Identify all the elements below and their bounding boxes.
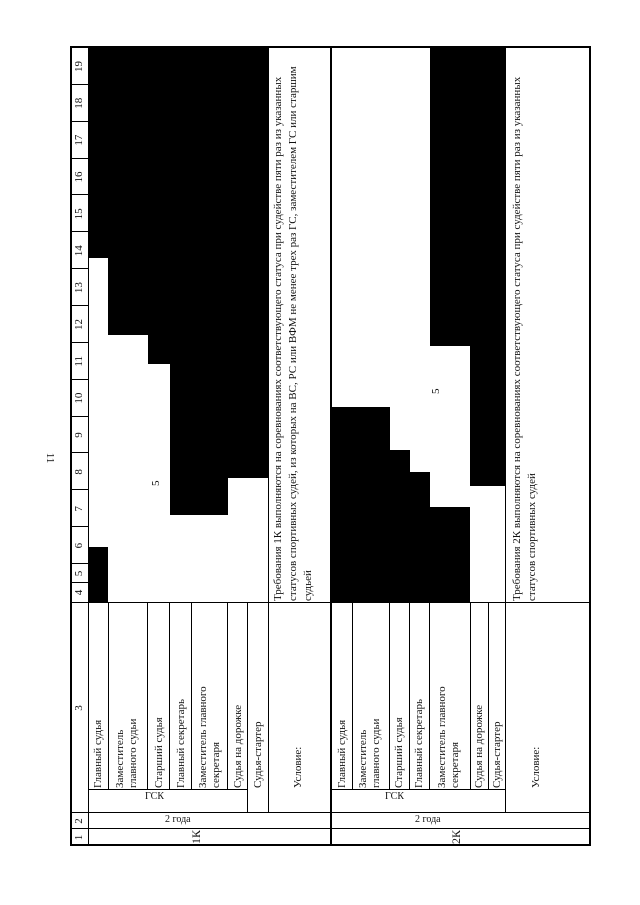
row-label-senior-judge-1k: Старший судья xyxy=(153,717,165,788)
condition-text-2k: Требования 2К выполняются на соревнованиях соответствующего статуса при судействе пяти раз из указанных статусов спортивных судей xyxy=(511,76,538,601)
row-label-senior-judge-2k: Старший судья xyxy=(393,717,405,788)
rotated-table xyxy=(70,46,590,846)
category-1k: 1К xyxy=(189,830,203,845)
row-label-chief-judge-2k: Главный судья xyxy=(336,719,348,788)
col-header-3: 3 xyxy=(73,705,85,711)
condition-label-1k: Условие: xyxy=(292,746,304,788)
day-header: 4 xyxy=(73,589,85,596)
row-label-starter-1k: Судья-стартер xyxy=(252,721,264,788)
row-label-chief-secretary-2k: Главный секретарь xyxy=(413,699,425,788)
day-header: 8 xyxy=(73,469,85,475)
col-header-2: 2 xyxy=(73,818,85,824)
row-label-lane-judge-2k: Судья на дорожке xyxy=(473,704,485,788)
day-header: 12 xyxy=(73,318,85,330)
day-header: 6 xyxy=(73,542,85,549)
day-header: 18 xyxy=(73,97,85,109)
row-label-starter-2k: Судья-стартер xyxy=(491,721,503,788)
day-header: 14 xyxy=(73,245,85,257)
period-1k: 2 года xyxy=(165,814,191,825)
category-2k: 2К xyxy=(449,830,463,845)
row-label-chief-judge-1k: Главный судья xyxy=(92,719,104,788)
group-2k: ГСК xyxy=(385,791,404,802)
row-label-lane-judge-1k: Судья на дорожке xyxy=(232,704,244,788)
day-header: 15 xyxy=(73,208,85,220)
day-header: 11 xyxy=(73,356,85,367)
center-value-1k: 5 xyxy=(150,480,162,486)
row-label-deputy-chief-judge-2k: Заместитель главного судьи xyxy=(357,718,382,788)
group-1k: ГСК xyxy=(145,791,164,802)
day-header: 13 xyxy=(73,282,85,294)
row-label-chief-secretary-1k: Главный секретарь xyxy=(175,699,187,788)
day-header: 7 xyxy=(73,505,85,512)
day-header: 9 xyxy=(73,432,85,438)
condition-text-1k: Требования 1К выполняются на соревнованиях соответствующего статуса при судействе пяти раз из указанных статусов спортивных судей, из которых на ВС, РС или ВФМ не менее трех раз ГС, заместителем ГС или старшим судьей xyxy=(272,66,314,601)
day-header: 17 xyxy=(73,134,85,146)
day-header: 19 xyxy=(73,60,85,72)
page-number: 11 xyxy=(44,452,56,464)
col-header-1: 1 xyxy=(73,834,85,841)
condition-label-2k: Условие: xyxy=(530,746,542,788)
center-value-2k: 5 xyxy=(430,388,442,394)
period-2k: 2 года xyxy=(415,814,441,825)
row-label-deputy-chief-secretary-1k: Заместитель главного секретаря xyxy=(197,686,222,788)
day-header: 16 xyxy=(73,171,85,183)
row-label-deputy-chief-judge-1k: Заместитель главного судьи xyxy=(114,718,139,788)
day-header: 10 xyxy=(73,392,85,404)
row-label-deputy-chief-secretary-2k: Заместитель главного секретаря xyxy=(436,686,461,788)
day-header: 5 xyxy=(73,570,85,577)
